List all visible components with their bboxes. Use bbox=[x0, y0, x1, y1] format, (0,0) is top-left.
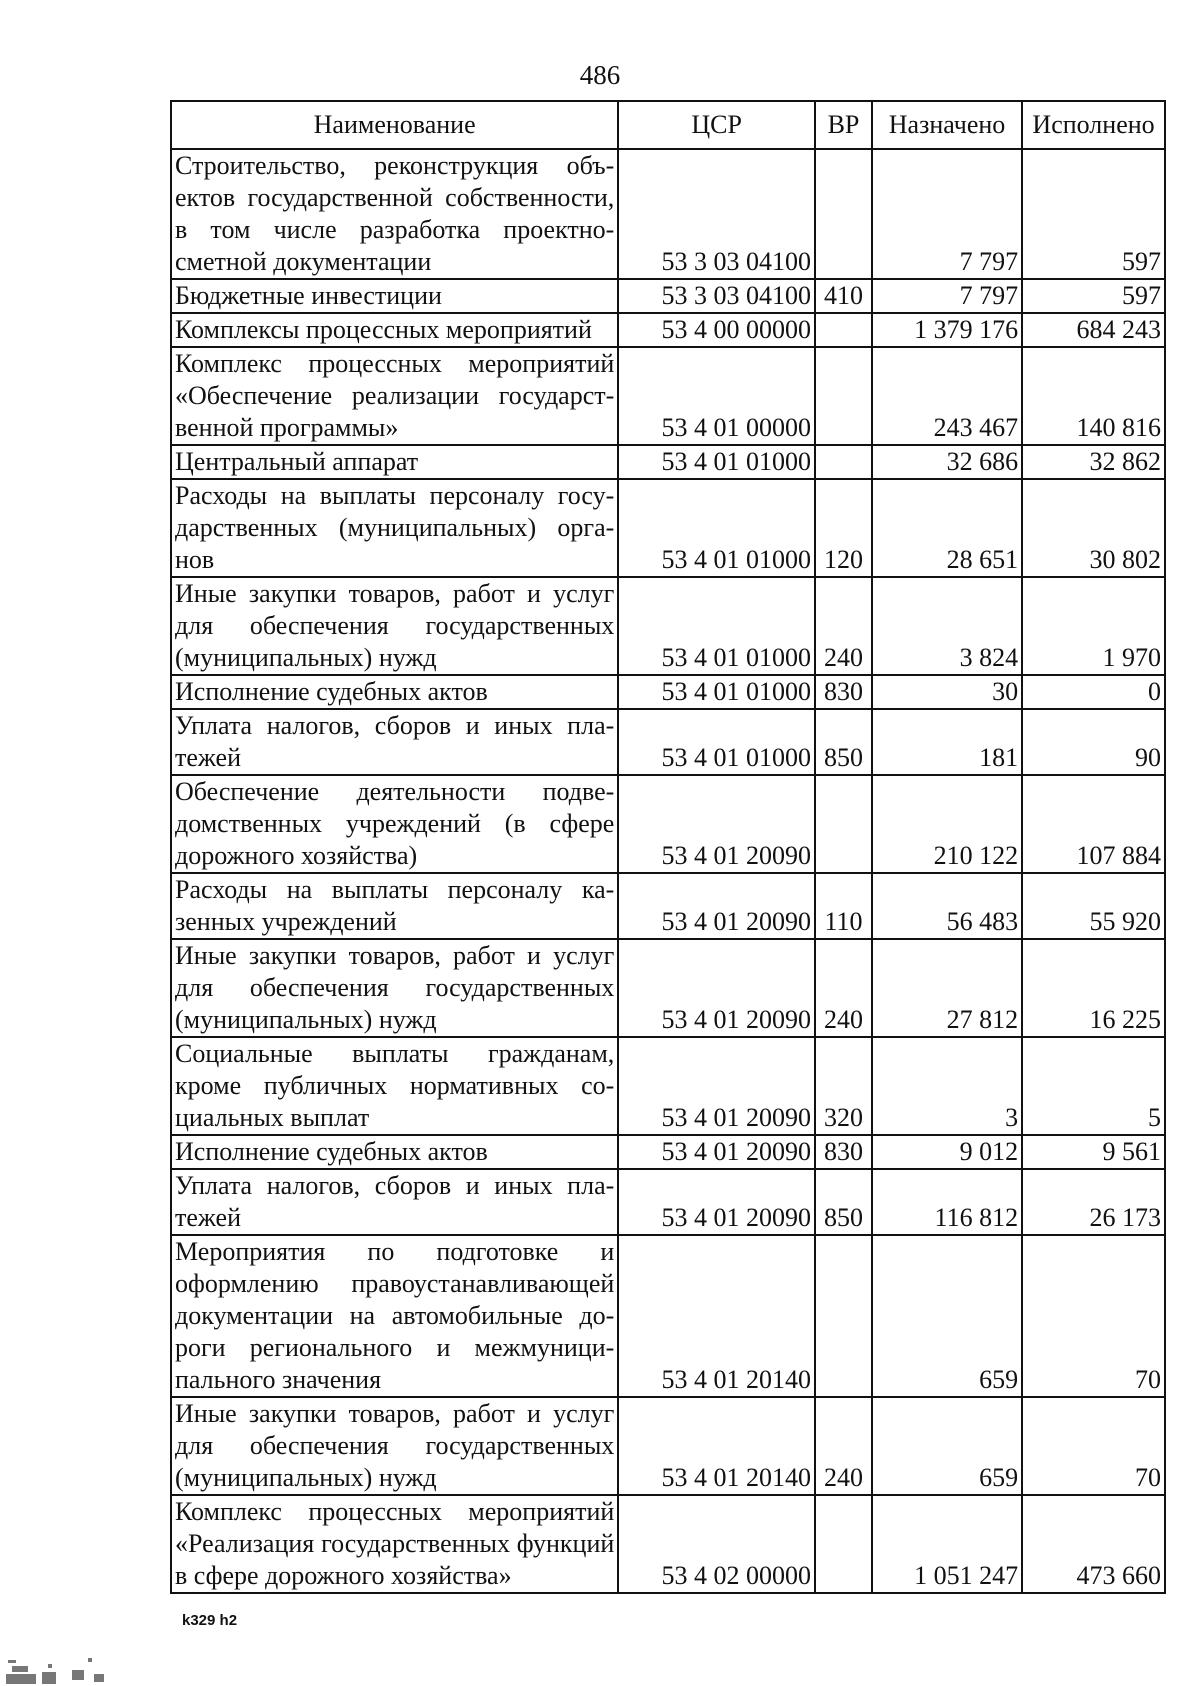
row-csr: 53 3 03 04100 bbox=[618, 149, 815, 279]
scan-artifact-icon bbox=[2, 1628, 110, 1684]
table-row bbox=[171, 479, 1165, 577]
row-vr bbox=[815, 347, 872, 445]
row-vr: 320 bbox=[815, 1037, 872, 1135]
row-csr: 53 4 00 00000 bbox=[618, 313, 815, 347]
row-planned: 7 797 bbox=[872, 279, 1022, 313]
row-executed: 9 561 bbox=[1022, 1135, 1165, 1169]
table-row bbox=[171, 149, 1165, 279]
row-vr: 240 bbox=[815, 939, 872, 1037]
table-row bbox=[171, 577, 1165, 675]
row-vr: 850 bbox=[815, 709, 872, 775]
table-row bbox=[171, 279, 1165, 313]
row-name: Комплекс процессных мероприятий «Обеспечение реализации государственной программы» bbox=[171, 347, 618, 445]
row-vr bbox=[815, 445, 872, 479]
row-planned: 7 797 bbox=[872, 149, 1022, 279]
row-executed: 90 bbox=[1022, 709, 1165, 775]
row-csr: 53 4 01 20090 bbox=[618, 1169, 815, 1235]
row-planned: 243 467 bbox=[872, 347, 1022, 445]
row-vr: 830 bbox=[815, 675, 872, 709]
row-csr: 53 3 03 04100 bbox=[618, 279, 815, 313]
row-csr: 53 4 01 20090 bbox=[618, 1037, 815, 1135]
table-body bbox=[171, 149, 1165, 1593]
row-name: Обеспечение деятельности подведомственных учреждений (в сфере дорожного хозяйства) bbox=[171, 775, 618, 873]
row-vr: 240 bbox=[815, 1397, 872, 1495]
row-planned: 27 812 bbox=[872, 939, 1022, 1037]
row-name: Строительство, реконструкция объектов государственной собственности, в том числе разработка проектно-сметной документации bbox=[171, 149, 618, 279]
row-name: Уплата налогов, сборов и иных платежей bbox=[171, 709, 618, 775]
row-planned: 181 bbox=[872, 709, 1022, 775]
table-row bbox=[171, 709, 1165, 775]
row-csr: 53 4 01 00000 bbox=[618, 347, 815, 445]
row-executed: 30 802 bbox=[1022, 479, 1165, 577]
row-planned: 32 686 bbox=[872, 445, 1022, 479]
header-vr: ВР bbox=[815, 101, 872, 149]
row-planned: 659 bbox=[872, 1397, 1022, 1495]
budget-table bbox=[170, 100, 1166, 1594]
table-row bbox=[171, 1235, 1165, 1397]
row-name: Центральный аппарат bbox=[171, 445, 618, 479]
row-vr: 410 bbox=[815, 279, 872, 313]
row-vr: 120 bbox=[815, 479, 872, 577]
row-vr: 240 bbox=[815, 577, 872, 675]
row-planned: 210 122 bbox=[872, 775, 1022, 873]
row-name: Комплексы процессных мероприятий bbox=[171, 313, 618, 347]
table-row bbox=[171, 1169, 1165, 1235]
row-planned: 116 812 bbox=[872, 1169, 1022, 1235]
footer-code: k329 h2 bbox=[182, 1612, 238, 1629]
row-csr: 53 4 01 01000 bbox=[618, 577, 815, 675]
row-executed: 140 816 bbox=[1022, 347, 1165, 445]
row-executed: 107 884 bbox=[1022, 775, 1165, 873]
row-executed: 5 bbox=[1022, 1037, 1165, 1135]
row-csr: 53 4 01 01000 bbox=[618, 445, 815, 479]
row-vr: 110 bbox=[815, 873, 872, 939]
row-executed: 684 243 bbox=[1022, 313, 1165, 347]
row-planned: 1 051 247 bbox=[872, 1495, 1022, 1593]
header-planned: Назначено bbox=[872, 101, 1022, 149]
row-planned: 1 379 176 bbox=[872, 313, 1022, 347]
row-planned: 659 bbox=[872, 1235, 1022, 1397]
row-executed: 16 225 bbox=[1022, 939, 1165, 1037]
row-executed: 55 920 bbox=[1022, 873, 1165, 939]
table-row bbox=[171, 445, 1165, 479]
row-executed: 597 bbox=[1022, 149, 1165, 279]
row-csr: 53 4 01 01000 bbox=[618, 479, 815, 577]
row-vr: 850 bbox=[815, 1169, 872, 1235]
row-csr: 53 4 01 20090 bbox=[618, 873, 815, 939]
row-csr: 53 4 01 20090 bbox=[618, 1135, 815, 1169]
row-csr: 53 4 01 20140 bbox=[618, 1235, 815, 1397]
row-csr: 53 4 02 00000 bbox=[618, 1495, 815, 1593]
row-csr: 53 4 01 20140 bbox=[618, 1397, 815, 1495]
row-executed: 473 660 bbox=[1022, 1495, 1165, 1593]
row-executed: 70 bbox=[1022, 1397, 1165, 1495]
table-row bbox=[171, 1495, 1165, 1593]
row-executed: 597 bbox=[1022, 279, 1165, 313]
table-row bbox=[171, 939, 1165, 1037]
row-planned: 3 bbox=[872, 1037, 1022, 1135]
row-name: Бюджетные инвестиции bbox=[171, 279, 618, 313]
table-row bbox=[171, 347, 1165, 445]
row-csr: 53 4 01 20090 bbox=[618, 939, 815, 1037]
table-row bbox=[171, 313, 1165, 347]
row-vr bbox=[815, 1235, 872, 1397]
row-name: Иные закупки товаров, работ и услуг для обеспечения государственных (муниципальных) нужд bbox=[171, 1397, 618, 1495]
row-vr: 830 bbox=[815, 1135, 872, 1169]
row-name: Иные закупки товаров, работ и услуг для обеспечения государственных (муниципальных) нужд bbox=[171, 939, 618, 1037]
row-executed: 32 862 bbox=[1022, 445, 1165, 479]
row-name: Мероприятия по подготовке и оформлению правоустанавливающей документации на автомобильные дороги регионального и межмуниципального значения bbox=[171, 1235, 618, 1397]
row-csr: 53 4 01 01000 bbox=[618, 675, 815, 709]
table-row bbox=[171, 1037, 1165, 1135]
row-planned: 56 483 bbox=[872, 873, 1022, 939]
row-vr bbox=[815, 1495, 872, 1593]
row-name: Исполнение судебных актов bbox=[171, 675, 618, 709]
table-row bbox=[171, 873, 1165, 939]
row-planned: 9 012 bbox=[872, 1135, 1022, 1169]
row-csr: 53 4 01 01000 bbox=[618, 709, 815, 775]
row-planned: 28 651 bbox=[872, 479, 1022, 577]
header-executed: Исполнено bbox=[1022, 101, 1165, 149]
row-name: Расходы на выплаты персоналу государственных (муниципальных) органов bbox=[171, 479, 618, 577]
table-row bbox=[171, 1397, 1165, 1495]
table-row bbox=[171, 675, 1165, 709]
table-header-row bbox=[171, 101, 1165, 149]
row-name: Комплекс процессных мероприятий «Реализация государственных функций в сфере дорожного хозяйства» bbox=[171, 1495, 618, 1593]
header-name: Наименование bbox=[171, 101, 618, 149]
row-vr bbox=[815, 313, 872, 347]
row-executed: 70 bbox=[1022, 1235, 1165, 1397]
header-csr: ЦСР bbox=[618, 101, 815, 149]
table-row bbox=[171, 775, 1165, 873]
row-name: Исполнение судебных актов bbox=[171, 1135, 618, 1169]
row-name: Уплата налогов, сборов и иных платежей bbox=[171, 1169, 618, 1235]
page-number: 486 bbox=[579, 60, 621, 90]
row-name: Расходы на выплаты персоналу казенных учреждений bbox=[171, 873, 618, 939]
row-executed: 26 173 bbox=[1022, 1169, 1165, 1235]
row-planned: 30 bbox=[872, 675, 1022, 709]
row-vr bbox=[815, 775, 872, 873]
row-name: Социальные выплаты гражданам, кроме публичных нормативных социальных выплат bbox=[171, 1037, 618, 1135]
row-csr: 53 4 01 20090 bbox=[618, 775, 815, 873]
row-executed: 1 970 bbox=[1022, 577, 1165, 675]
table-row bbox=[171, 1135, 1165, 1169]
row-executed: 0 bbox=[1022, 675, 1165, 709]
row-vr bbox=[815, 149, 872, 279]
row-name: Иные закупки товаров, работ и услуг для обеспечения государственных (муниципальных) нужд bbox=[171, 577, 618, 675]
row-planned: 3 824 bbox=[872, 577, 1022, 675]
